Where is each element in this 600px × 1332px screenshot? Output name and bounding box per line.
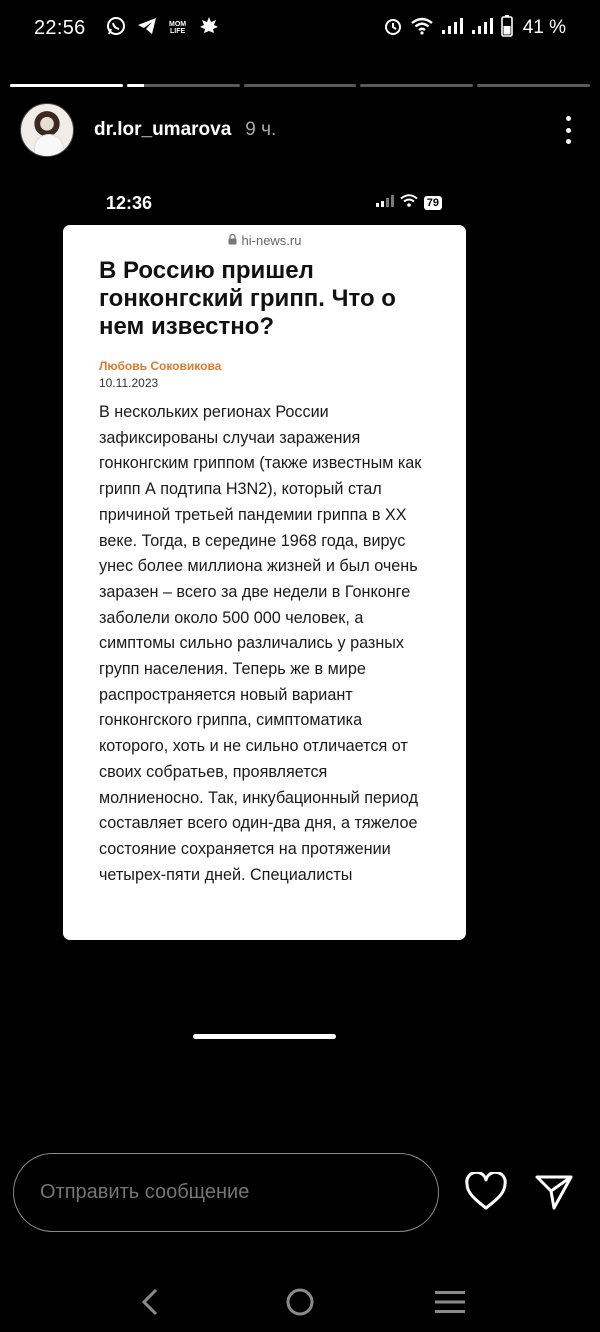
status-indicators — [383, 15, 566, 42]
site-url-text: hi-news.ru — [241, 233, 302, 248]
avatar[interactable] — [20, 103, 74, 157]
story-progress-segment — [477, 84, 590, 87]
momlife-icon: MOM LIFE — [169, 21, 187, 35]
home-button[interactable] — [280, 1282, 320, 1322]
menu-lines-icon — [434, 1289, 466, 1315]
article-author: Любовь Соковикова — [99, 359, 222, 373]
paper-plane-icon — [534, 1172, 574, 1212]
lock-icon — [228, 233, 237, 248]
whatsapp-icon — [106, 16, 126, 41]
heart-icon — [465, 1172, 507, 1212]
battery-percent: 41 % — [522, 17, 566, 38]
signal-icon-2 — [471, 17, 493, 40]
send-button[interactable] — [534, 1172, 574, 1212]
system-nav-bar — [0, 1272, 600, 1328]
signal-icon-1 — [441, 17, 463, 40]
embedded-time: 12:36 — [106, 192, 153, 213]
recents-button[interactable] — [430, 1282, 470, 1322]
article-body: В нескольких регионах России зафиксированы случаи заражения гонконгским гриппом (также известным как грипп А подтипа H3N2), который стал причиной третьей пандемии гриппа в XX веке. Тогда, в середине 1968 года, вирус унес более миллиона жизней и был очень заразен – всего за две недели в Гонконге заболели около 500 000 человек, а симптомы сильно различались у разных групп населения. Теперь же в мире распространяется новый вариант гонконгского гриппа, симптоматика которого, хоть и не сильно отличается от своих собратьев, проявляется молниеносно. Так, инкубационный период составляет всего один-два дня, а тяжелое состояние сохраняется на протяжении четырех-пяти дней. Специалисты — [99, 403, 422, 884]
more-dot-icon — [566, 116, 571, 121]
story-progress-bar — [10, 84, 590, 87]
wifi-icon — [411, 17, 433, 40]
embedded-wifi-icon — [400, 194, 418, 212]
status-app-icons — [106, 16, 219, 41]
embedded-signal-icon — [376, 194, 394, 212]
article-date: 10.11.2023 — [99, 376, 159, 390]
embedded-status-bar — [106, 190, 442, 216]
site-url — [63, 233, 466, 248]
maple-leaf-icon — [199, 16, 219, 41]
story-progress-segment — [127, 84, 240, 87]
article-title: В Россию пришел гонконгский грипп. Что о нем известно? — [99, 257, 396, 340]
telegram-icon — [137, 17, 157, 40]
back-chevron-icon — [140, 1288, 160, 1316]
back-button[interactable] — [130, 1282, 170, 1322]
article-card — [63, 225, 466, 940]
story-time-ago: 9 ч. — [245, 119, 277, 140]
embedded-home-indicator — [193, 1034, 336, 1039]
story-progress-segment — [10, 84, 123, 87]
story-header — [20, 103, 580, 157]
status-bar — [0, 0, 600, 56]
alarm-icon — [383, 16, 403, 41]
username[interactable]: dr.lor_umarova — [94, 119, 232, 140]
home-circle-icon — [285, 1287, 315, 1317]
more-options-button[interactable] — [556, 113, 580, 147]
battery-icon — [501, 15, 513, 42]
embedded-battery: 79 — [424, 196, 442, 210]
story-progress-segment — [244, 84, 357, 87]
like-button[interactable] — [465, 1172, 507, 1212]
story-progress-segment — [360, 84, 473, 87]
more-dot-icon — [566, 139, 571, 144]
status-time: 22:56 — [34, 16, 86, 39]
more-dot-icon — [566, 128, 571, 133]
message-input[interactable] — [13, 1153, 439, 1232]
